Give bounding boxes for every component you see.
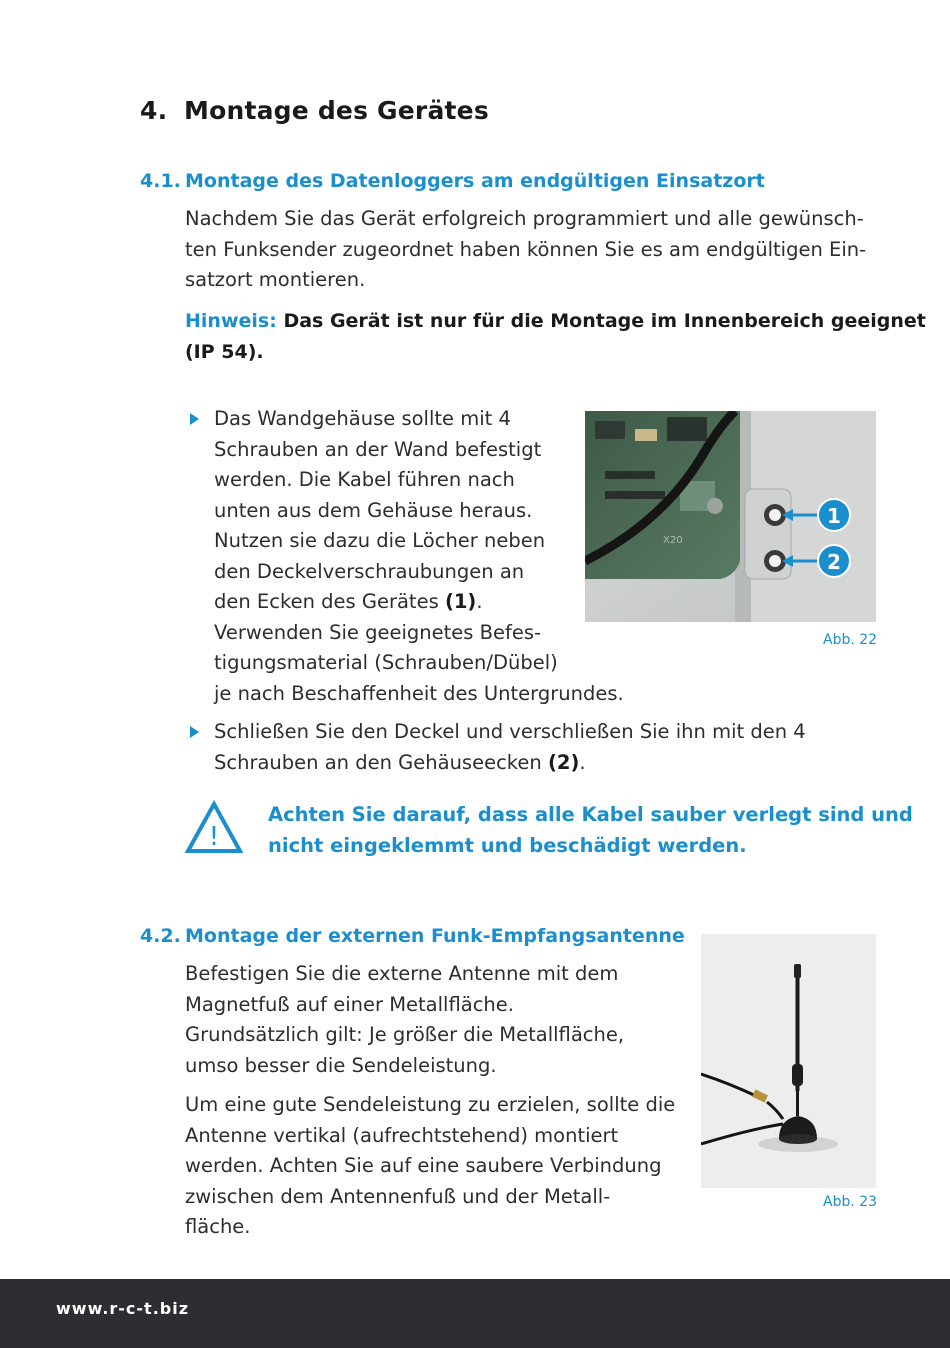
text-line: werden. Achten Sie auf eine saubere Verbindung	[185, 1154, 662, 1177]
text-line: satzort montieren.	[185, 268, 366, 291]
text-line: umso besser die Sendeleistung.	[185, 1053, 497, 1077]
antenna-photo	[701, 934, 876, 1188]
text-line: Verwenden Sie geeignetes Befes-	[214, 620, 542, 644]
text-line: Schrauben an der Wand befestigt	[214, 437, 542, 461]
text-line: Das Wandgehäuse sollte mit 4	[214, 407, 511, 430]
note	[185, 306, 926, 368]
figure-caption: Abb. 22	[823, 632, 878, 648]
subsection-title: Montage des Datenloggers am endgültigen Einsatzort	[185, 170, 765, 192]
text-span: .	[579, 750, 586, 774]
antenna-paragraph-1	[185, 959, 624, 1081]
text-line: werden. Die Kabel führen nach	[214, 468, 515, 491]
text-line: Grundsätzlich gilt: Je größer die Metallfläche,	[185, 1023, 625, 1046]
text-line: Antenne vertikal (aufrechtstehend) montiert	[185, 1123, 619, 1147]
text-line: den Deckelverschraubungen an	[214, 559, 525, 583]
bullet-arrow-icon	[190, 726, 199, 738]
section-title: Montage des Gerätes	[184, 96, 489, 125]
footer-url: www.r-c-t.biz	[56, 1299, 190, 1318]
housing-photo	[585, 411, 876, 622]
subsection-heading-4-1	[140, 170, 765, 192]
note-text: Das Gerät ist nur für die Montage im Innenbereich geeignet	[283, 310, 926, 332]
page-footer	[0, 1279, 950, 1348]
ref-2: (2)	[547, 750, 580, 774]
subsection-number: 4.2.	[140, 925, 181, 947]
text-line: tigungsmaterial (Schrauben/Dübel)	[214, 651, 558, 674]
subsection-title: Montage der externen Funk-Empfangsantenne	[185, 925, 685, 947]
text-line	[214, 748, 806, 779]
text-line: fläche.	[185, 1215, 251, 1238]
figure-caption: Abb. 23	[823, 1194, 878, 1210]
bullet-item-2	[214, 717, 806, 778]
text-span: den Ecken des Gerätes	[214, 590, 445, 613]
text-line: Nutzen sie dazu die Löcher neben	[214, 529, 546, 552]
marker-2-label: 2	[827, 550, 841, 574]
text-line: Schließen Sie den Deckel und verschließen Sie ihn mit den 4	[214, 720, 806, 743]
ref-1: (1)	[444, 590, 477, 613]
text-line: unten aus dem Gehäuse heraus.	[214, 498, 533, 522]
section-number: 4.	[140, 96, 168, 125]
bullet-item-1	[214, 404, 624, 709]
section-heading	[140, 96, 489, 125]
intro-paragraph	[185, 204, 866, 296]
note-label: Hinweis:	[185, 310, 277, 332]
note-text-2: (IP 54).	[185, 341, 264, 363]
warning-text	[268, 800, 913, 861]
text-line: je nach Beschaffenheit des Untergrundes.	[214, 681, 624, 705]
subsection-heading-4-2	[140, 925, 685, 947]
warning-glyph: !	[208, 822, 220, 852]
text-line: Um eine gute Sendeleistung zu erzielen, sollte die	[185, 1093, 676, 1116]
antenna-paragraph-2	[185, 1090, 675, 1243]
text-line: Nachdem Sie das Gerät erfolgreich programmiert und alle gewünsch-	[185, 207, 864, 230]
board-label: X20	[663, 535, 683, 546]
housing-illustration	[585, 411, 876, 622]
marker-1-label: 1	[827, 504, 841, 528]
text-line: Magnetfuß auf einer Metallfläche.	[185, 992, 514, 1016]
text-line	[214, 587, 624, 618]
text-line: nicht eingeklemmt und beschädigt werden.	[268, 833, 747, 857]
text-line: ten Funksender zugeordnet haben können Sie es am endgültigen Ein-	[185, 237, 867, 261]
bullet-arrow-icon	[190, 413, 199, 425]
text-line: zwischen dem Antennenfuß und der Metall-	[185, 1184, 611, 1208]
antenna-illustration	[701, 934, 876, 1188]
warning-triangle-icon	[185, 800, 243, 854]
subsection-number: 4.1.	[140, 170, 181, 192]
text-line: Befestigen Sie die externe Antenne mit dem	[185, 962, 619, 985]
text-span: Schrauben an den Gehäuseecken	[214, 750, 548, 774]
text-line: Achten Sie darauf, dass alle Kabel sauber verlegt sind und	[268, 803, 913, 826]
text-span: .	[476, 590, 483, 613]
